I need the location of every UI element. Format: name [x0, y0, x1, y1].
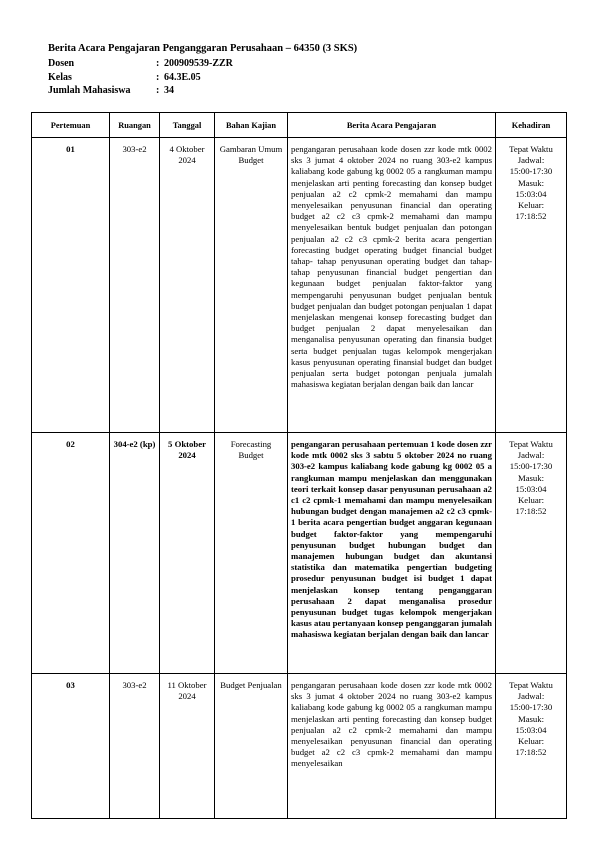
- meta-label-lecturer: Dosen: [48, 58, 75, 69]
- column-header-date: Tanggal: [160, 113, 215, 138]
- cell-topic: [215, 433, 288, 674]
- attendance-checkin-label: Masuk:: [517, 713, 545, 724]
- attendance-schedule-value: 15:00-17:30: [509, 461, 553, 472]
- meta-row-student-count: [48, 84, 233, 98]
- attendance-checkin-label: Masuk:: [517, 472, 545, 483]
- date-value: 11 Oktober 2024: [167, 680, 207, 702]
- meta-label-class: Kelas: [48, 71, 72, 83]
- description-text: pengangaran perusahaan kode dosen zzr kode mtk 0002 sks 3 jumat 4 oktober 2024 no ruang 303-e2 kampus kaliabang kode gabung kg 0002 05 a rangkuman mampu menjelaskan arti penting forecasting dan konsep budget penjualan a2 c2 cpmk-2 memahami dan mampu menyelesaikan penyusunan financial dan operating budget a2 c2 c3 cpmk-2 memahami dan mampu menyelesaikan: [291, 680, 492, 769]
- meeting-number: 01: [66, 144, 75, 154]
- date-value: 5 Oktober 2024: [168, 439, 206, 461]
- topic-value: Budget Penjualan: [220, 680, 282, 690]
- description-text: pengangaran perusahaan kode dosen zzr kode mtk 0002 sks 3 jumat 4 oktober 2024 no ruang 303-e2 kampus kaliabang kode gabung kg 0002 05 a rangkuman mampu menjelaskan arti penting forecasting dan konsep budget penjualan a2 c2 cpmk-2 memahami dan mampu menyelesaikan penyusunan financial dan operating budget a2 c2 c3 cpmk-2 memahami dan mampu menyelesaikan bentuk budget penjualan dan potongan penjualan a2 c2 c3 cpmk-2 berita acara pengertian forecasting budget operating budget financial budget tahap- tahap penyusunan operating budget dan tahap-tahap penyusunan financial budget pengertian dan kegunaan budget penjualan faktor-faktor yang mempengaruhi penyusunan budget penjualan bentuk budget penjualan dan budget potongan penjualan 1 dapat menjelaskan mengenai konsep forecasting budget dan budget penjualan 2 dapat menyelesaikan dan menganalisa penyusunan operating dan finansia budget serta budget penjualan tugas kelompok mengerjakan kasus penyusunan operating finansial budget dan budget penjualan serta budget potongan penjuala jumalah mahasiswa kegiatan berjalan dengan baik dan lancar: [291, 144, 492, 390]
- column-header-attendance: Kehadiran: [496, 113, 567, 138]
- table-row: [32, 433, 567, 674]
- attendance-block: [499, 680, 563, 758]
- cell-topic: [215, 138, 288, 433]
- column-header-room: Ruangan: [110, 113, 160, 138]
- attendance-block: [499, 144, 563, 222]
- cell-date: [160, 674, 215, 819]
- table-header-row: [32, 113, 567, 138]
- meta-label-student-count: Jumlah Mahasiswa: [48, 85, 131, 96]
- attendance-status: Tepat Waktu: [509, 439, 553, 449]
- description-text: pengangaran perusahaan pertemuan 1 kode dosen zzr kode mtk 0002 sks 3 sabtu 5 oktober 2024 no ruang 303-e2 kampus kaliabang kode gabung kg 0002 05 a rangkuman mampu menjelaskan dan menggunakan teori terkait konsep dasar penyusunan perusahaan a2 c1 c2 cpmk-1 memahami dan mampu menyelesaikan hubungan budget dengan manajemen a2 c2 c3 cpmk-1 berita acara pengertian budget anggaran kegunaan budget faktor-faktor yang mempengaruhi penyusunan budget hubungan budget dan manajemen hubungan budget dan akuntansi statistika dan matematika pengertian budgeting prosedur penyusunan budget isi budget 1 dapat menjelaskan konsep tentang penganggaran perusahaan 2 dapat menganalisa prosedur penyusunan budget tugas kelompok mengerjakan kasus atau pertanyaan konsep penganggaran jumalah mahasiswa kegiatan berjalan dengan baik dan lancar: [291, 439, 492, 640]
- cell-attendance: [496, 433, 567, 674]
- meta-row-lecturer: [48, 57, 233, 71]
- document-meta: [48, 57, 233, 98]
- cell-attendance: [496, 138, 567, 433]
- cell-meeting: [32, 433, 110, 674]
- topic-value: Gambaran Umum Budget: [219, 144, 283, 166]
- cell-description: [288, 674, 496, 819]
- cell-description: [288, 433, 496, 674]
- meta-value-lecturer: 200909539-ZZR: [164, 58, 233, 69]
- attendance-checkout-label: Keluar:: [517, 736, 545, 747]
- meeting-number: 02: [66, 439, 75, 449]
- attendance-block: [499, 439, 563, 517]
- table-row: [32, 138, 567, 433]
- attendance-schedule-value: 15:00-17:30: [509, 702, 553, 713]
- cell-topic: [215, 674, 288, 819]
- cell-room: [110, 138, 160, 433]
- attendance-checkout-value: 17:18:52: [515, 747, 547, 758]
- room-value: 303-e2: [122, 680, 147, 690]
- attendance-checkout-label: Keluar:: [517, 200, 545, 211]
- attendance-schedule-label: Jadwal:: [517, 450, 545, 461]
- cell-attendance: [496, 674, 567, 819]
- column-header-description: Berita Acara Pengajaran: [288, 113, 496, 138]
- cell-meeting: [32, 674, 110, 819]
- cell-room: [110, 433, 160, 674]
- attendance-checkout-label: Keluar:: [517, 495, 545, 506]
- attendance-checkin-label: Masuk:: [517, 177, 545, 188]
- meta-separator: :: [156, 71, 160, 83]
- meta-separator: :: [156, 85, 160, 96]
- attendance-checkout-value: 17:18:52: [515, 506, 547, 517]
- attendance-schedule-label: Jadwal:: [517, 691, 545, 702]
- date-value: 4 Oktober 2024: [169, 144, 205, 166]
- room-value: 304-e2 (kp): [113, 439, 156, 449]
- attendance-schedule-value: 15:00-17:30: [509, 166, 553, 177]
- meta-value-student-count: 34: [164, 85, 174, 96]
- attendance-checkout-value: 17:18:52: [515, 211, 547, 222]
- topic-value: Forecasting Budget: [230, 439, 272, 461]
- attendance-status: Tepat Waktu: [509, 144, 553, 154]
- cell-date: [160, 138, 215, 433]
- attendance-checkin-value: 15:03:04: [515, 188, 547, 199]
- meta-separator: :: [156, 58, 160, 69]
- teaching-record-table: [31, 112, 567, 819]
- attendance-checkin-value: 15:03:04: [515, 724, 547, 735]
- attendance-status: Tepat Waktu: [509, 680, 553, 690]
- document-title: Berita Acara Pengajaran Penganggaran Perusahaan – 64350 (3 SKS): [48, 43, 358, 54]
- cell-room: [110, 674, 160, 819]
- meeting-number: 03: [66, 680, 75, 690]
- cell-date: [160, 433, 215, 674]
- meta-value-class: 64.3E.05: [164, 71, 201, 83]
- attendance-schedule-label: Jadwal:: [517, 155, 545, 166]
- meta-row-class: [48, 71, 233, 85]
- table-row: [32, 674, 567, 819]
- column-header-topic: Bahan Kajian: [215, 113, 288, 138]
- cell-meeting: [32, 138, 110, 433]
- cell-description: [288, 138, 496, 433]
- column-header-meeting: Pertemuan: [32, 113, 110, 138]
- room-value: 303-e2: [122, 144, 147, 154]
- attendance-checkin-value: 15:03:04: [515, 483, 547, 494]
